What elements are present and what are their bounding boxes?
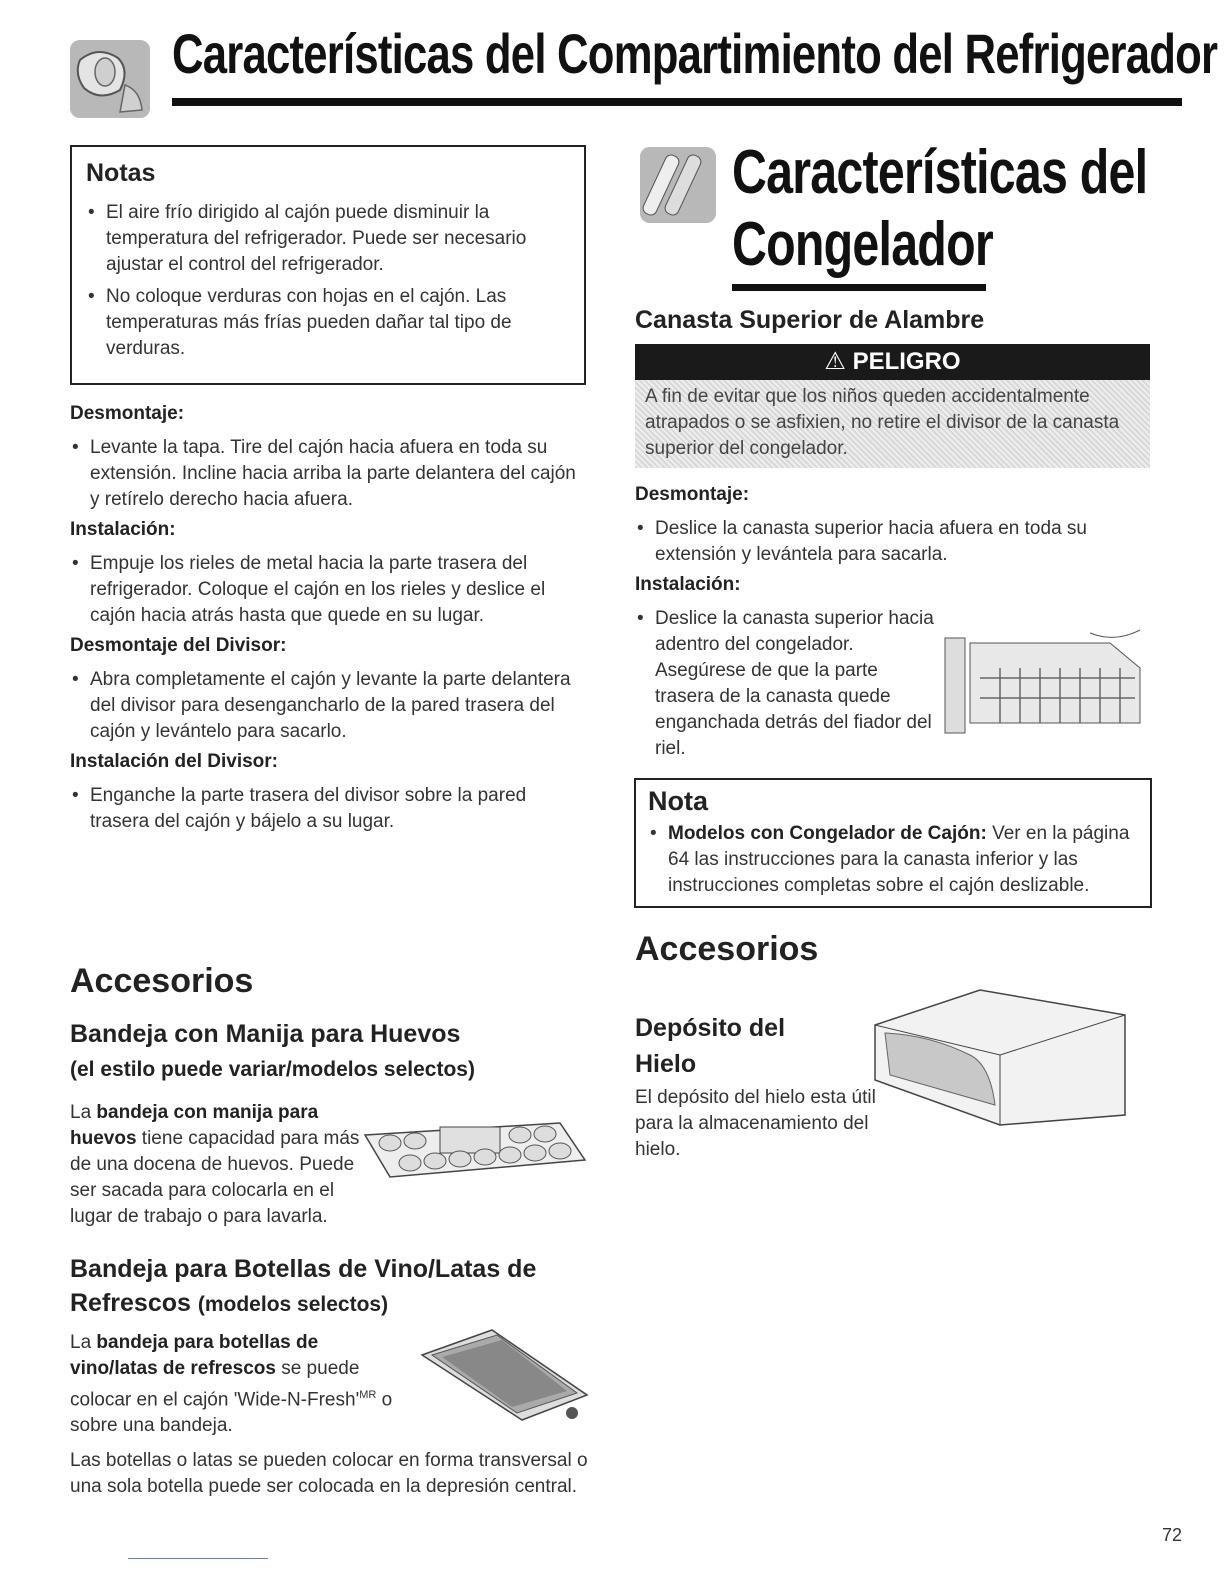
accesorios-heading-left: Accesorios (70, 962, 254, 1000)
deposito-text: El depósito del hielo esta útil para la almacenamiento del hielo. (635, 1087, 876, 1160)
instalacion-label: Instalación: (70, 519, 176, 540)
canasta-desmontaje-label: Desmontaje: (635, 484, 750, 505)
canasta-instalacion-text: • Deslice la canasta superior hacia adentro del congelador. Asegúrese de que la parte trasera de la canasta quede enganchada detrás del fiador del riel. (635, 606, 935, 762)
instalacion-divisor-label: Instalación del Divisor: (70, 751, 278, 772)
notas-title: Notas (86, 159, 156, 187)
canasta-desmontaje-text: • Deslice la canasta superior hacia afuera en toda su extensión y levántela para sacarla. (635, 516, 1150, 568)
danger-banner: ⚠ PELIGRO (635, 344, 1150, 380)
huevos-text: La bandeja con manija para huevos tiene capacidad para más de una docena de huevos. Puede ser sacada para colocarla en el lugar de trabajo o para lavarla. (70, 1102, 360, 1227)
freezer-basket-illustration (940, 628, 1150, 738)
vino-heading: Bandeja para Botellas de Vino/Latas de Refrescos (modelos selectos) (70, 1255, 537, 1317)
deposito-heading: Depósito del Hielo (635, 1014, 786, 1078)
nota-title: Nota (648, 786, 708, 816)
fridge-header-icon (70, 40, 150, 118)
canasta-instalacion-label: Instalación: (635, 574, 741, 595)
vino-text: La bandeja para botellas de vino/latas de refrescos se puede colocar en el cajón '$Wide-N-Fresh'^{MR}$ o sobre una bandeja. (70, 1332, 393, 1437)
wine-rack-illustration (412, 1325, 592, 1425)
header-rule (172, 98, 1182, 106)
instalacion-divisor-text: • Enganche la parte trasera del divisor sobre la pared trasera del cajón y bájelo a su lugar. (70, 783, 580, 835)
desmontaje-text: • Levante la tapa. Tire del cajón hacia afuera en toda su extensión. Incline hacia arriba la parte delantera del cajón y retírelo derecho hacia afuera. (70, 435, 580, 513)
nota-box (634, 778, 1152, 908)
freezer-header-icon (640, 147, 716, 223)
page-number: 72 (1162, 1525, 1183, 1545)
notas-item: • No coloque verduras con hojas en el cajón. Las temperaturas más frías pueden dañar tal tipo de verduras. (86, 284, 570, 362)
egg-tray-illustration (360, 1115, 590, 1190)
warning-icon: ⚠ (824, 348, 846, 375)
notas-box (70, 145, 586, 385)
huevos-bold: bandeja con manija para huevos (70, 1102, 319, 1149)
accesorios-heading-right: Accesorios (635, 930, 819, 968)
footer-line (128, 1558, 268, 1559)
congelador-title-line1: Características del (732, 138, 1148, 207)
notas-list (86, 200, 570, 362)
canasta-heading: Canasta Superior de Alambre (635, 306, 985, 334)
vino-text-2: Las botellas o latas se pueden colocar en forma transversal o una sola botella puede ser colocada en la depresión central. (70, 1450, 588, 1497)
danger-text: A fin de evitar que los niños queden accidentalmente atrapados o se asfixien, no retire el divisor de la canasta superior del congelador. (635, 380, 1150, 468)
page-title: Características del Compartimiento del Refrigerador (172, 22, 1218, 85)
left-steps (70, 403, 580, 841)
huevos-subheading: (el estilo puede variar/modelos selectos) (70, 1058, 475, 1081)
ice-bin-illustration (870, 985, 1130, 1130)
instalacion-text: • Empuje los rieles de metal hacia la parte trasera del refrigerador. Coloque el cajón en los rieles y deslice el cajón hacia atrás hasta que quede en su lugar. (70, 551, 580, 629)
desmontaje-divisor-text: • Abra completamente el cajón y levante la parte delantera del divisor para desengancharlo de la pared trasera del cajón y levántelo para sacarlo. (70, 667, 580, 745)
notas-item: • El aire frío dirigido al cajón puede disminuir la temperatura del refrigerador. Puede ser necesario ajustar el control del refrigerador. (86, 200, 570, 278)
congelador-rule (732, 284, 986, 291)
congelador-title-line2: Congelador (732, 210, 993, 279)
desmontaje-divisor-label: Desmontaje del Divisor: (70, 635, 287, 656)
vino-bold: bandeja para botellas de vino/latas de refrescos (70, 1332, 319, 1379)
huevos-heading: Bandeja con Manija para Huevos (70, 1020, 461, 1048)
nota-text: • Modelos con Congelador de Cajón: Ver en la página 64 las instrucciones para la canasta inferior y las instrucciones completas sobre el cajón deslizable. (648, 821, 1138, 899)
desmontaje-label: Desmontaje: (70, 403, 185, 424)
